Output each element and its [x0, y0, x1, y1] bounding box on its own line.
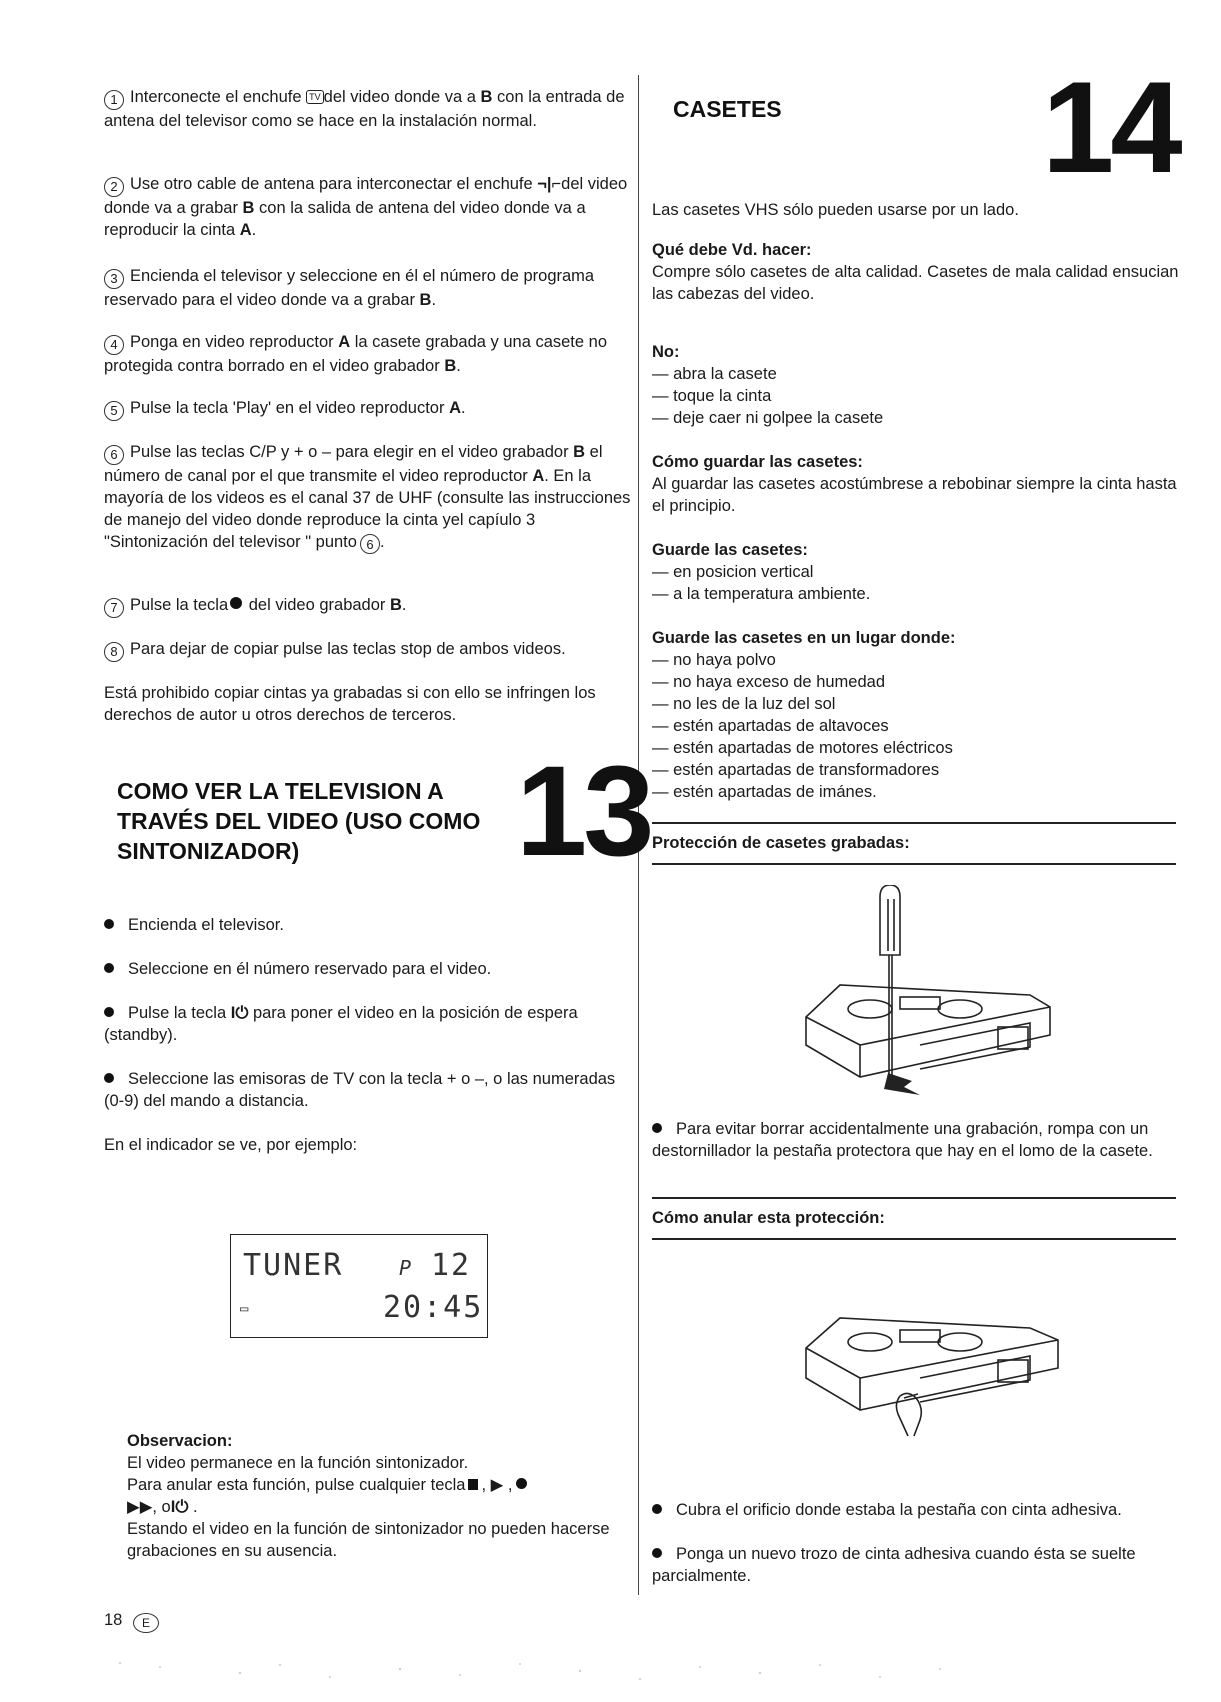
step-6: 6 Pulse las teclas C/P y + o – para elegir en el video grabador B el número de canal por el que transmite el video reproductor A. En la mayoría de los videos es el canal 37 de UHF (consulte las instrucciones de manejo del video donde reproduce la cinta yel capíulo 3 "Sintonización del televisor " punto 6 . [104, 441, 634, 554]
step-1: 1 Interconecte el enchufe TV del video donde va a B con la entrada de antena del televisor como se hace en la instalación normal. [104, 88, 625, 130]
ponga-bullet: Ponga un nuevo trozo de cinta adhesiva cuando ésta se suelte parcialmente. [652, 1545, 1136, 1585]
list-item: — no haya polvo [652, 649, 1182, 671]
divider [652, 822, 1176, 824]
list-item: — estén apartadas de transformadores [652, 759, 1182, 781]
display-mode: TUNER [243, 1248, 344, 1283]
fast-forward-icon: ▶▶ [127, 1498, 153, 1516]
standby-icon: I⏻ [170, 1498, 189, 1516]
guarde-list: Guarde las casetes: — en posicion vertical — a la temperatura ambiente. [652, 539, 1182, 605]
bullet-item: Pulse la tecla I⏻ para poner el video en la posición de espera (standby). [104, 1004, 578, 1044]
list-item: — estén apartadas de altavoces [652, 715, 1182, 737]
como-guardar: Cómo guardar las casetes: Al guardar las casetes acostúmbrese a rebobinar siempre la cinta hasta el principio. [652, 453, 1177, 515]
list-item: — toque la cinta [652, 385, 1182, 407]
step-number: 1 [104, 90, 124, 110]
cassette-screwdriver-illustration [800, 885, 1070, 1095]
cassette-icon: ▭ [240, 1301, 251, 1317]
bullet-icon [104, 1073, 114, 1083]
step-7: 7 Pulse la tecla del video grabador B. [104, 594, 634, 618]
bullet-item: Seleccione las emisoras de TV con la tecla + o –, o las numeradas (0-9) del mando a distancia. [104, 1070, 616, 1110]
bullet-icon [104, 919, 114, 929]
bullet-icon [652, 1548, 662, 1558]
step-3: 3 Encienda el televisor y seleccione en él el número de programa reservado para el video donde va a grabar B. [104, 267, 595, 309]
indicator-intro: En el indicador se ve, por ejemplo: [104, 1136, 358, 1154]
no-list: No: — abra la casete — toque la cinta — deje caer ni golpee la casete [652, 341, 1182, 429]
bullet-icon [652, 1504, 662, 1514]
copyright-warning: Está prohibido copiar cintas ya grabadas si con ello se infringen los derechos de autor u otros derechos de terceros. [104, 684, 596, 724]
section-14-title: CASETES [673, 96, 782, 122]
step-5: 5 Pulse la tecla 'Play' en el video reproductor A. [104, 397, 634, 421]
section-14-number: 14 [1042, 54, 1179, 200]
list-item: — no les de la luz del sol [652, 693, 1182, 715]
que-hacer: Qué debe Vd. hacer: Compre sólo casetes de alta calidad. Casetes de mala calidad ensucian las cabezas del video. [652, 241, 1179, 303]
section-13-number: 13 [516, 740, 651, 883]
play-icon: ▶ [490, 1476, 504, 1494]
page-number: 18 E [104, 1609, 165, 1633]
list-item: — en posicion vertical [652, 561, 1182, 583]
bullet-icon [104, 1007, 114, 1017]
bullet-item: Seleccione en él número reservado para el video. [104, 958, 634, 980]
antenna-socket-icon: ¬|⌐ [537, 175, 562, 193]
list-item: — deje caer ni golpee la casete [652, 407, 1182, 429]
list-item: — estén apartadas de motores eléctricos [652, 737, 1182, 759]
step-8: 8 Para dejar de copiar pulse las teclas stop de ambos videos. [104, 638, 634, 662]
cassette-tape-illustration [800, 1300, 1070, 1460]
anular-title: Cómo anular esta protección: [652, 1209, 885, 1227]
proteccion-bullet: Para evitar borrar accidentalmente una grabación, rompa con un destornillador la pestaña protectora que hay en el lomo de la casete. [652, 1120, 1153, 1160]
step-4: 4 Ponga en video reproductor A la casete grabada y una casete no protegida contra borrado en el video grabador B. [104, 333, 608, 375]
record-icon [516, 1478, 527, 1489]
divider [652, 1197, 1176, 1199]
display-prog-prefix: P [399, 1256, 414, 1280]
proteccion-title: Protección de casetes grabadas: [652, 834, 910, 852]
list-item: — a la temperatura ambiente. [652, 583, 1182, 605]
divider [652, 1238, 1176, 1240]
step-2: 2 Use otro cable de antena para interconectar el enchufe ¬|⌐del video donde va a grabar B con la salida de antena del video donde va a reproducir la cinta A. [104, 175, 628, 239]
bullet-icon [104, 963, 114, 973]
language-badge: E [133, 1613, 159, 1633]
list-item: — no haya exceso de humedad [652, 671, 1182, 693]
list-item: — abra la casete [652, 363, 1182, 385]
step-ref: 6 [360, 534, 380, 554]
cubra-bullet: Cubra el orificio donde estaba la pestaña con cinta adhesiva. [652, 1499, 1182, 1521]
scan-noise [100, 1655, 1020, 1695]
section-13-title: COMO VER LA TELEVISION A TRAVÉS DEL VIDEO (USO COMO SINTONIZADOR) [117, 778, 481, 864]
display-time: 20:45 [383, 1290, 484, 1325]
guarde-lugar-list: Guarde las casetes en un lugar donde: — no haya polvo — no haya exceso de humedad — no les de la luz del sol — estén apartadas de altavoces — estén apartadas de motores eléctricos — estén apartadas de transformadores — estén apartadas de imánes. [652, 627, 1182, 803]
tv-socket-icon: TV [306, 90, 324, 104]
display-prog-number: 12 [431, 1248, 472, 1283]
bullet-icon [652, 1123, 662, 1133]
intro-text: Las casetes VHS sólo pueden usarse por un lado. [652, 201, 1019, 219]
stop-icon [468, 1479, 478, 1490]
record-icon [230, 597, 242, 609]
tuner-display [230, 1234, 488, 1338]
bullet-item: Encienda el televisor. [104, 914, 634, 936]
standby-icon: I⏻ [230, 1004, 249, 1022]
list-item: — estén apartadas de imánes. [652, 781, 1182, 803]
divider [652, 863, 1176, 865]
observacion-note: Observacion: El video permanece en la función sintonizador. Para anular esta función, pulse cualquier tecla , ▶ , ▶▶, oI⏻ . Estando el video en la función de sintonizador no pueden hacerse grabaciones en su ausencia. [127, 1432, 610, 1560]
